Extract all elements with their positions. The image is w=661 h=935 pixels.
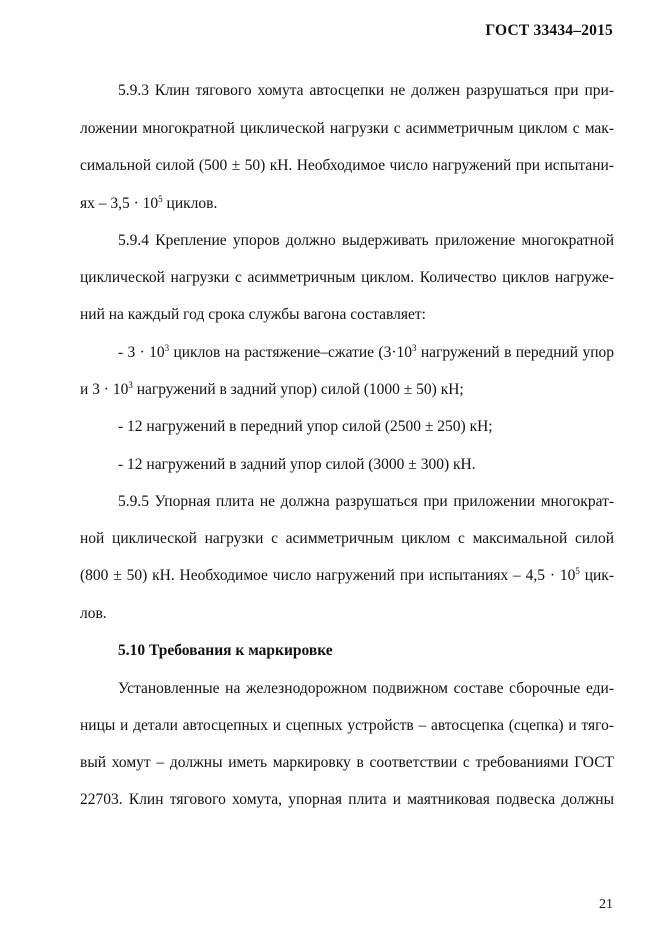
paragraph-line: Установленные на железнодорожном подвижном составе сборочные еди- (118, 680, 614, 697)
paragraph-line: ний на каждый год срока службы вагона составляет: (80, 306, 426, 323)
paragraph-line: ях – $3,5 \cdot 10^5$ циклов. (80, 193, 218, 212)
list-item-line: - $3 \cdot 10^3$ циклов на растяжение–сжатие ($3\cdot 10^3$ нагружений в передний упор (118, 342, 614, 361)
page-number: 21 (599, 897, 613, 912)
list-item-line: и $3 \cdot 10^3$ нагружений в задний упор) силой (1000 ± 50) кН; (80, 379, 464, 398)
section-heading: 5.10 Требования к маркировке (118, 642, 333, 659)
paragraph-line: лов. (80, 605, 107, 622)
paragraph-line: 5.9.5 Упорная плита не должна разрушаться при приложении многократ- (118, 493, 614, 510)
paragraph-line: 5.9.3 Клин тягового хомута автосцепки не должен разрушаться при при- (118, 82, 614, 99)
list-item-line: - 12 нагружений в передний упор силой (2500 ± 250) кН; (118, 418, 493, 435)
paragraph-line: 22703. Клин тягового хомута, упорная плита и маятниковая подвеска должны (80, 791, 614, 808)
paragraph-line: ной циклической нагрузки с асимметричным циклом с максимальной силой (80, 530, 614, 547)
superscript: 3 (128, 379, 133, 390)
superscript: 3 (411, 342, 417, 353)
superscript: 3 (164, 342, 170, 353)
paragraph-line: симальной силой (500 ± 50) кН. Необходимое число нагружений при испытани- (80, 157, 614, 174)
superscript: 5 (158, 193, 163, 204)
paragraph-line: ложении многократной циклической нагрузки с асимметричным циклом с мак- (80, 120, 614, 137)
paragraph-line: циклической нагрузки с асимметричным циклом. Количество циклов нагруже- (80, 269, 614, 286)
list-item-line: - 12 нагружений в задний упор силой (3000 ± 300) кН. (118, 456, 476, 473)
paragraph-line: (800 ± 50) кН. Необходимое число нагружений при испытаниях – $4,5 \cdot 10^5$ цик- (80, 565, 614, 584)
paragraph-line: вый хомут – должны иметь маркировку в соответствии с требованиями ГОСТ (80, 754, 614, 771)
paragraph-line: 5.9.4 Крепление упоров должно выдерживать приложение многократной (118, 232, 614, 249)
paragraph-line: ницы и детали автосцепных и сцепных устройств – автосцепка (сцепка) и тяго- (80, 717, 614, 734)
superscript: 5 (575, 565, 580, 576)
document-code-header: ГОСТ 33434–2015 (485, 22, 613, 39)
